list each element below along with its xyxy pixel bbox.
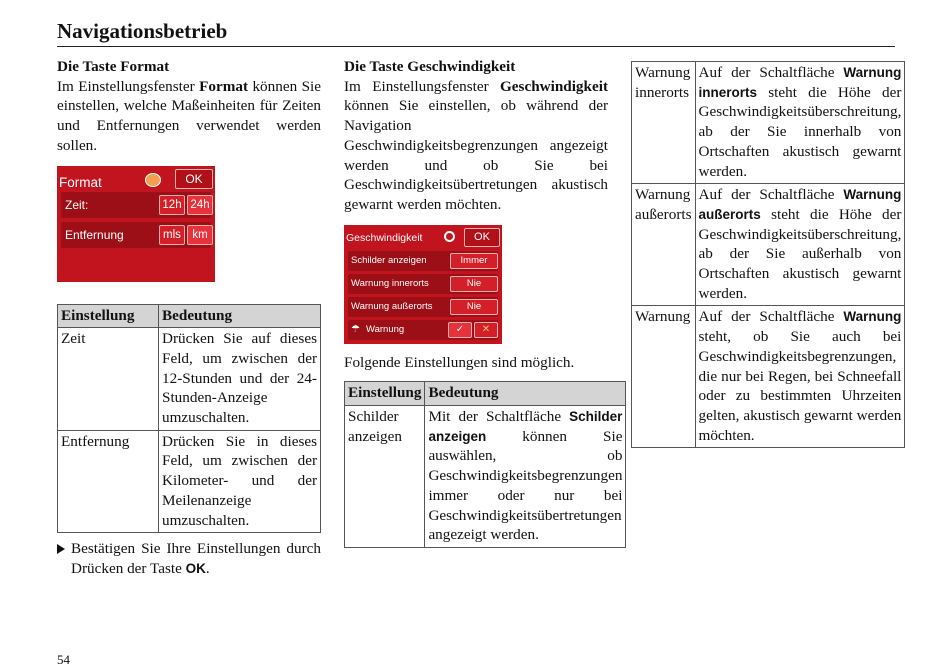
format-screen-spacer	[57, 156, 321, 304]
warning-settings-table	[631, 61, 905, 448]
signs-value-button[interactable]: Immer	[450, 253, 498, 269]
speed-settings-table	[344, 381, 626, 548]
row-label: Warnung innerorts	[351, 277, 429, 289]
speed-intro	[344, 77, 608, 215]
ok-key-label: OK	[185, 560, 206, 576]
table-header-cell: Einstellung	[58, 304, 159, 328]
possible-settings-note: Folgende Einstellungen sind möglich.	[344, 353, 575, 371]
option-mls[interactable]: mls	[159, 225, 185, 245]
table-cell-key: Warnung innerorts	[632, 62, 696, 184]
time-label: Zeit:	[65, 197, 89, 212]
text: Im Einstellungsfenster	[344, 77, 500, 95]
text: steht die Höhe der Geschwindigkeitsüberschreitung, ab der Sie innerhalb von Ortschaften akustisch gewarnt werden.	[698, 83, 902, 180]
screen-title: Format	[59, 174, 102, 190]
table-cell-value	[695, 184, 905, 306]
option-km[interactable]: km	[187, 225, 213, 245]
format-settings-table	[57, 304, 321, 534]
table-header-cell: Einstellung	[345, 382, 425, 406]
table-row	[58, 430, 321, 533]
text: Auf der Schaltfläche	[698, 186, 844, 204]
speed-screenshot	[344, 225, 502, 344]
column-speed	[344, 57, 623, 548]
table-cell-value	[695, 306, 905, 448]
check-icon[interactable]: ✓	[448, 322, 472, 338]
text: Auf der Schaltfläche	[698, 64, 844, 81]
list-item	[348, 320, 498, 340]
bold-term: Format	[199, 77, 249, 95]
text: können Sie auswählen, ob Geschwindigkeitsbegrenzungen immer oder nur bei Geschwindigkeitsübertretungen angezeigt werden.	[428, 427, 623, 544]
table-cell-value	[425, 406, 626, 548]
table-cell-value: Drücken Sie in dieses Feld, um zwischen der Kilometer- und der Meilenanzeige umzuschalten.	[159, 430, 321, 533]
option-12h[interactable]: 12h	[159, 195, 185, 215]
table-cell-key: Zeit	[58, 328, 159, 431]
text: .	[205, 559, 210, 577]
time-row	[61, 192, 211, 218]
table-row	[58, 328, 321, 431]
distance-label: Entfernung	[65, 227, 124, 242]
table-header-row	[58, 304, 321, 328]
bold-term: Geschwindigkeit	[499, 77, 608, 95]
confirm-instruction	[57, 539, 321, 578]
gear-icon	[444, 231, 455, 242]
table-row	[632, 62, 905, 184]
inside-value-button[interactable]: Nie	[450, 276, 498, 292]
page-title: Navigationsbetrieb	[57, 19, 228, 43]
ok-button[interactable]: OK	[175, 169, 213, 189]
distance-row	[61, 222, 211, 248]
column-format	[57, 57, 321, 579]
format-intro	[57, 77, 321, 156]
outside-value-button[interactable]: Nie	[450, 299, 498, 315]
list-item	[348, 251, 498, 271]
text: Im Einstellungsfenster	[57, 77, 200, 95]
ui-term: Warnung innerorts	[698, 65, 902, 100]
row-label: Schilder anzeigen	[351, 254, 427, 266]
text: können Sie einstellen, welche Maßeinheiten für Zeiten und Entfernungen verwendet werden sollen.	[57, 77, 321, 154]
table-row	[345, 406, 626, 548]
table-header-cell: Bedeutung	[159, 304, 321, 328]
table-cell-key: Entfernung	[58, 430, 159, 533]
format-screenshot	[57, 166, 215, 282]
ui-term: Schilder anzeigen	[428, 409, 623, 444]
table-cell-value	[695, 62, 905, 184]
text: steht die Höhe der Geschwindigkeitsüberschreitung, ab der Sie außerhalb von Ortschaften akustisch gewarnt werden.	[698, 205, 902, 302]
text: können Sie einstellen, ob während der Navigation Geschwindigkeitsbegrenzungen angezeigt werden und ob Sie bei Geschwindigkeitsübertretungen akustisch gewarnt werden möchten.	[344, 97, 608, 213]
speed-screen-spacer	[344, 215, 608, 353]
table-cell-key: Warnung	[632, 306, 696, 448]
page-header	[57, 18, 895, 47]
option-24h[interactable]: 24h	[187, 195, 213, 215]
flag-icon	[145, 173, 161, 187]
table-cell-key: Schilder anzeigen	[345, 406, 425, 548]
text: steht, ob Sie auch bei Geschwindigkeitsbegrenzungen, die nur bei Regen, bei Schneefall oder zu bestimmten Uhrzeiten gelten, akustisch gewarnt werden möchten.	[698, 328, 902, 444]
text: Auf der Schaltfläche	[698, 308, 844, 326]
ok-button[interactable]: OK	[464, 228, 500, 247]
page-number: 54	[57, 652, 70, 667]
list-item	[348, 274, 498, 294]
row-label: Warnung außerorts	[351, 300, 433, 312]
section-heading-format: Die Taste Format	[57, 58, 170, 75]
section-heading-speed: Die Taste Geschwindigkeit	[344, 58, 516, 75]
list-item	[348, 297, 498, 317]
umbrella-icon: ☂	[351, 323, 360, 335]
table-row	[632, 306, 905, 448]
table-cell-value: Drücken Sie auf dieses Feld, um zwischen der 12-Stunden und der 24-Stunden-Anzeige umzuschalten.	[159, 328, 321, 431]
close-icon[interactable]: ✕	[474, 322, 498, 338]
row-label: Warnung	[366, 323, 405, 335]
table-header-row	[345, 382, 626, 406]
table-header-cell: Bedeutung	[425, 382, 626, 406]
text: Bestätigen Sie Ihre Einstellungen durch Drücken der Taste	[71, 540, 321, 577]
ui-term: Warnung	[843, 309, 902, 325]
table-row	[632, 184, 905, 306]
table-cell-key: Warnung außerorts	[632, 184, 696, 306]
text: Mit der Schaltfläche	[428, 408, 570, 426]
ui-term: Warnung außerorts	[698, 187, 902, 222]
screen-title: Geschwindigkeit	[346, 231, 423, 244]
column-warnings	[631, 61, 902, 448]
bullet-triangle-icon	[57, 544, 65, 554]
